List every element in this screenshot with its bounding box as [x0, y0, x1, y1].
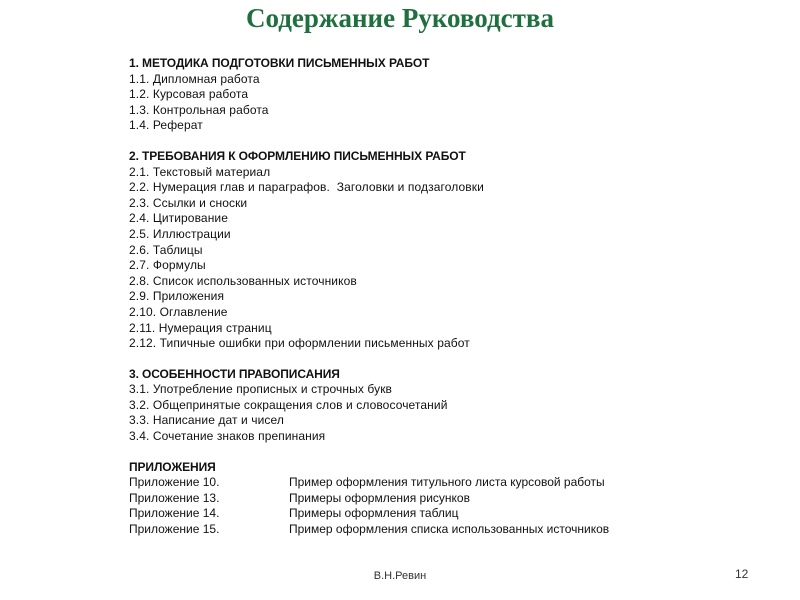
section-heading: 2. ТРЕБОВАНИЯ К ОФОРМЛЕНИЮ ПИСЬМЕННЫХ РАБОТ [129, 148, 466, 163]
section-spelling [129, 367, 749, 445]
appendix-number: Приложение 14. [129, 506, 220, 521]
list-item: 1.4. Реферат [129, 118, 203, 133]
list-item: 2.2. Нумерация глав и параграфов. Заголовки и подзаголовки [129, 180, 484, 195]
appendix-row [129, 506, 749, 522]
list-item: 1.2. Курсовая работа [129, 87, 249, 102]
appendix-row [129, 491, 749, 507]
list-item: 2.8. Список использованных источников [129, 273, 357, 288]
list-item: 3.2. Общепринятые сокращения слов и словосочетаний [129, 397, 448, 412]
list-item: 2.3. Ссылки и сноски [129, 195, 248, 210]
list-item: 1.3. Контрольная работа [129, 102, 269, 117]
list-item: 1.1. Дипломная работа [129, 71, 260, 86]
list-item: 3.4. Сочетание знаков препинания [129, 429, 326, 444]
list-item: 2.4. Цитирование [129, 211, 228, 226]
appendix-description: Примеры оформления таблиц [289, 506, 459, 521]
section-heading: ПРИЛОЖЕНИЯ [129, 459, 216, 474]
appendix-number: Приложение 15. [129, 522, 220, 537]
section-heading: 3. ОСОБЕННОСТИ ПРАВОПИСАНИЯ [129, 366, 340, 381]
list-item: 2.1. Текстовый материал [129, 164, 271, 179]
list-item: 3.3. Написание дат и чисел [129, 413, 285, 428]
page-number: 12 [735, 567, 749, 581]
page-title: Содержание Руководства [246, 3, 554, 33]
section-heading: 1. МЕТОДИКА ПОДГОТОВКИ ПИСЬМЕННЫХ РАБОТ [129, 56, 430, 70]
table-of-contents [129, 56, 749, 538]
list-item: 2.12. Типичные ошибки при оформлении письменных работ [129, 336, 470, 351]
appendix-number: Приложение 10. [129, 475, 220, 490]
list-item: 2.10. Оглавление [129, 304, 228, 319]
appendix-row [129, 475, 749, 491]
list-item: 2.9. Приложения [129, 289, 225, 304]
appendix-row [129, 522, 749, 538]
list-item: 2.6. Таблицы [129, 242, 203, 257]
list-item: 2.5. Иллюстрации [129, 226, 231, 241]
appendix-description: Пример оформления титульного листа курсовой работы [289, 475, 605, 490]
list-item: 3.1. Употребление прописных и строчных букв [129, 382, 393, 397]
list-item: 2.7. Формулы [129, 258, 206, 273]
appendix-description: Пример оформления списка использованных источников [289, 522, 610, 537]
section-requirements [129, 149, 749, 352]
footer-author: В.Н.Ревин [373, 570, 427, 582]
section-methodology [129, 56, 749, 134]
appendix-number: Приложение 13. [129, 490, 220, 505]
section-appendices [129, 460, 749, 538]
appendix-description: Примеры оформления рисунков [289, 490, 470, 505]
list-item: 2.11. Нумерация страниц [129, 320, 272, 335]
